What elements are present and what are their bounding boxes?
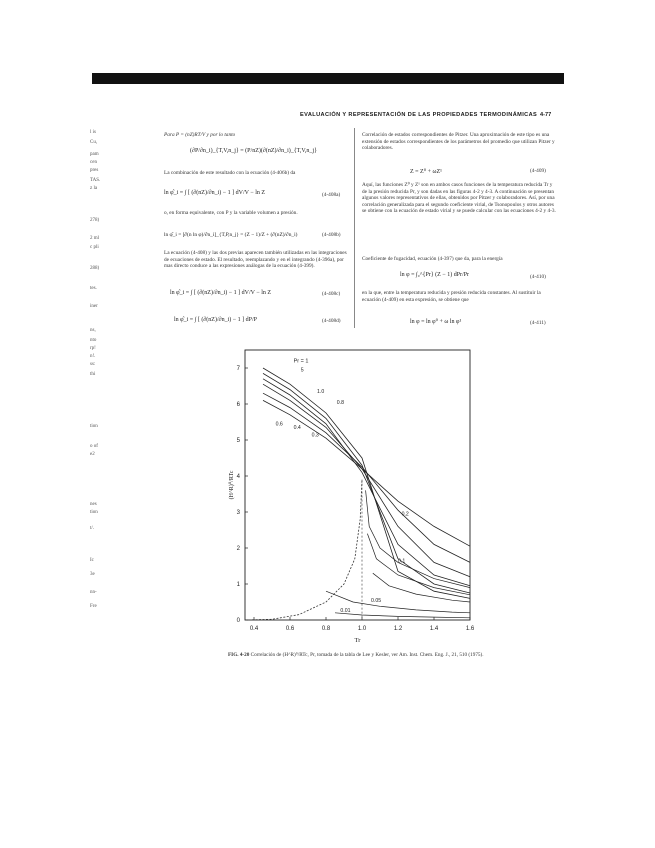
series-line <box>263 373 470 593</box>
curve-label: 1.0 <box>317 389 325 396</box>
margin-note: thi <box>90 372 96 377</box>
header-bar <box>92 73 564 84</box>
left-eq-4-number: (4-408c) <box>322 291 341 297</box>
y-tick-label: 7 <box>236 366 240 372</box>
right-eq-2-number: (4-410) <box>530 274 546 280</box>
margin-note: tes. <box>90 286 97 291</box>
margin-note: Ic <box>90 558 94 563</box>
margin-note: e2 <box>90 452 95 457</box>
x-tick-label: 0.6 <box>285 626 295 632</box>
x-tick-label: 1.4 <box>429 626 439 632</box>
curve-label: 0.01 <box>340 608 351 615</box>
running-header: EVALUACIÓN Y REPRESENTACIÓN DE LAS PROPIEDADES TERMODINÁMICAS <box>300 112 538 118</box>
left-heading: Para P = (nZ)RT/V y por lo tanto <box>164 132 236 138</box>
margin-note: nn- <box>90 590 97 595</box>
margin-note: t/. <box>90 526 95 531</box>
curve-label: 0.05 <box>371 598 382 604</box>
y-tick-label: 3 <box>236 510 240 516</box>
curve-label: 5 <box>300 367 304 374</box>
margin-note: ss: <box>90 362 96 367</box>
margin-note: TAS. <box>90 178 101 183</box>
x-tick-label: 1.2 <box>393 626 403 632</box>
figure-caption <box>228 652 484 658</box>
margin-note: Cu, <box>90 140 98 145</box>
x-tick-label: 0.8 <box>321 626 331 632</box>
y-tick-label: 0 <box>236 618 240 624</box>
series-line <box>367 534 470 595</box>
curve-label: 0.2 <box>401 511 409 518</box>
margin-note: 288) <box>90 266 100 271</box>
margin-note: nes <box>90 502 97 507</box>
left-eq-2-number: (4-408a) <box>322 192 341 198</box>
curve-label: 0.3 <box>311 432 319 439</box>
page-number: 4-77 <box>540 112 552 118</box>
left-paragraph-1: La combinación de este resultado con la ecuación (4-406b) da <box>164 170 296 176</box>
right-paragraph-1: Correlación de estados correspondientes de Pitzer. Una aproximación de este tipo es una extensión de estados correspondientes de los parámetros del promedio que utilizan Pitzer y colaboradores. <box>362 132 555 152</box>
right-paragraph-3: Coeficiente de fugacidad, ecuación (4-397) que da, para la energía <box>362 256 503 262</box>
y-tick-label: 2 <box>236 546 240 552</box>
series-line <box>373 573 470 602</box>
caption-text: Correlación de (H^R)⁰/RTc, Pr, tomada de la tabla de Lee y Kesler, ver Am. Inst. Chem. Eng. J., 21, 510 (1975). <box>250 652 484 658</box>
y-tick-label: 1 <box>236 582 240 588</box>
y-tick-label: 5 <box>236 438 240 444</box>
margin-note: n!. <box>90 354 96 359</box>
margin-note: pam <box>90 152 99 157</box>
margin-note: l is <box>90 130 96 135</box>
enthalpy-chart <box>225 340 495 644</box>
margin-note: nto <box>90 338 97 343</box>
margin-note: 278) <box>90 218 100 223</box>
left-eq-4: ln φ̂_i = ∫ [ (∂(nZ)/∂n_i) − 1 ] dV/V − ln Z <box>170 290 272 296</box>
margin-note: o of <box>90 444 98 449</box>
curve-label: 0.1 <box>398 558 406 565</box>
caption-label: FIG. 4-20 <box>228 652 250 658</box>
chart-annotation: Pr = 1 <box>293 358 309 365</box>
margin-note: c pli <box>90 245 99 250</box>
curve-label: 0.6 <box>275 421 283 428</box>
margin-note: cen <box>90 160 97 165</box>
margin-note: Fre <box>90 604 97 609</box>
right-eq-1-number: (4-409) <box>530 168 546 174</box>
left-eq-1: (∂P/∂n_i)_{T,V,n_j} = (P/nZ)(∂(nZ)/∂n_i)_{T,V,n_j} <box>190 148 317 154</box>
curve-label: 0.8 <box>336 400 345 406</box>
left-eq-3-number: (4-408b) <box>322 232 341 238</box>
margin-note: ns, <box>90 328 96 333</box>
left-eq-5-number: (4-408d) <box>322 318 341 324</box>
left-eq-2: ln φ̂_i = ∫ [ (∂(nZ)/∂n_i) − 1 ] dV/V − ln Z <box>164 190 266 196</box>
margin-note: rp! <box>90 346 96 351</box>
left-paragraph-2: o, en forma equivalente, con P y la variable volumen a presión. <box>164 210 298 216</box>
y-axis-label: (H^R)⁰/RTc <box>229 470 235 500</box>
series-line <box>263 368 470 598</box>
margin-note: z la <box>90 186 98 191</box>
right-eq-1: Z = Z⁰ + ωZ¹ <box>410 169 442 175</box>
right-eq-3-number: (4-411) <box>530 320 546 326</box>
y-tick-label: 4 <box>236 474 240 480</box>
x-tick-label: 0.4 <box>249 626 259 632</box>
margin-note: 2 ml <box>90 236 100 241</box>
series-line <box>263 379 470 586</box>
curve-label: 0.4 <box>293 425 301 432</box>
column-divider <box>354 128 355 328</box>
right-eq-2: ln φ = ∫₀^{Pr} (Z − 1) dPr/Pr <box>400 272 470 278</box>
x-axis-label: Tr <box>354 637 361 644</box>
left-eq-3: ln φ̂_i = [∂(n ln φ)/∂n_i]_{T,P,n_j} = (Z − 1)/Z + (∂(nZ)/∂n_i) <box>164 232 298 238</box>
low-pressure-curve <box>335 613 470 618</box>
x-tick-label: 1.0 <box>357 626 367 632</box>
x-tick-label: 1.6 <box>465 626 475 632</box>
margin-note: iner <box>90 304 98 309</box>
series-line <box>263 384 470 577</box>
margin-note: pres <box>90 168 99 173</box>
left-paragraph-3: La ecuación (4-408) y las dos previas aparecen también utilizadas en las integraciones de ecuaciones de estado. El resultado, reemplazando y en el integrando (4-396a), por mas directo conduce a las expresiones análogas de la ecuación (4-399). <box>164 250 347 270</box>
right-eq-3: ln φ = ln φ⁰ + ω ln φ¹ <box>410 319 462 325</box>
right-paragraph-4: en la que, entre la temperatura reducida y presión reducida constantes. Al sustituir la ecuación (4-409) en esta expresión, se obtiene que <box>362 290 541 303</box>
y-tick-label: 6 <box>236 402 240 408</box>
right-paragraph-2: Aquí, las funciones Z⁰ y Z¹ son en ambos casos funciones de la temperatura reducida Tr y de la presión reducida Pr, y son dadas en las figuras 4-2 y 4-3. A continuación se presentan algunos valores representativos de ellas, obtenidos por Pitzer y colaboradores. Así, por una correlación generalizada para el segundo coeficiente virial, de Tsonopoulos y otros autores se obtiene con la ecuación de estado virial y se puede calcular con las ecuaciones 4-2 y 4-3. <box>362 182 556 215</box>
left-eq-5: ln φ̂_i = ∫ [ (∂(nZ)/∂n_i) − 1 ] dP/P <box>174 317 257 323</box>
margin-note: tion <box>90 424 98 429</box>
margin-note: tion <box>90 510 98 515</box>
margin-note: 3e <box>90 572 95 577</box>
